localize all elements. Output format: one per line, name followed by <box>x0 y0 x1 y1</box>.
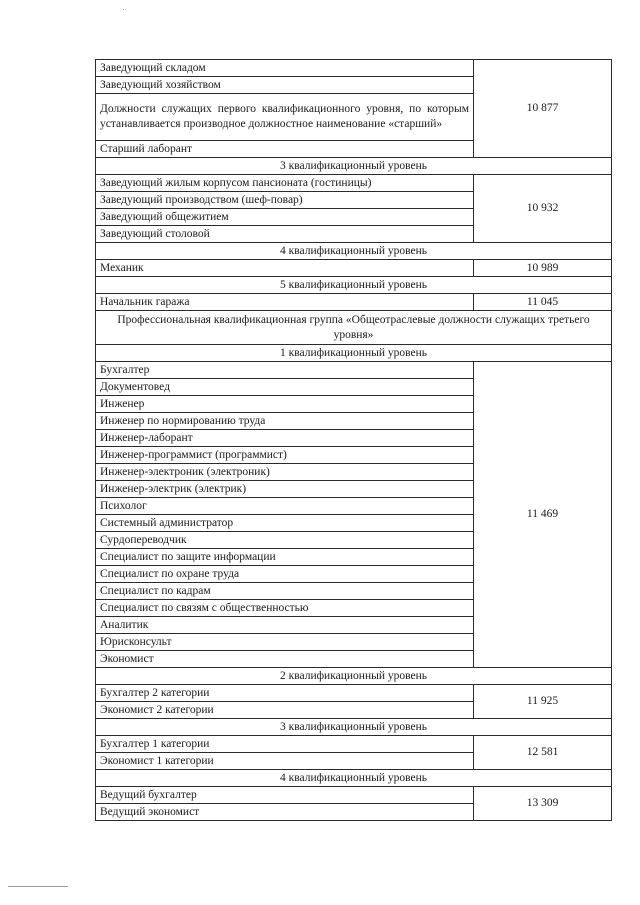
position-name-cell: Инженер-лаборант <box>96 430 474 447</box>
table-row <box>96 736 612 753</box>
position-name-cell: Ведущий экономист <box>96 804 474 821</box>
position-name-cell: Специалист по кадрам <box>96 583 474 600</box>
table-row <box>96 60 612 77</box>
level-header-row <box>96 770 612 787</box>
position-name-cell: Специалист по защите информации <box>96 549 474 566</box>
salary-table-body <box>96 60 612 821</box>
salary-value-cell: 11 925 <box>474 685 612 719</box>
position-name-cell: Механик <box>96 260 474 277</box>
position-name-cell: Инженер <box>96 396 474 413</box>
salary-value-cell: 11 045 <box>474 294 612 311</box>
position-name-cell: Экономист <box>96 651 474 668</box>
position-name-cell: Инженер-программист (программист) <box>96 447 474 464</box>
level-header: 3 квалификационный уровень <box>96 719 612 736</box>
position-name-cell: Экономист 2 категории <box>96 702 474 719</box>
level-header-row <box>96 277 612 294</box>
level-header-row <box>96 719 612 736</box>
salary-value-cell: 13 309 <box>474 787 612 821</box>
position-name-cell: Заведующий производством (шеф-повар) <box>96 192 474 209</box>
salary-value-cell: 10 932 <box>474 175 612 243</box>
position-name-cell: Бухгалтер <box>96 362 474 379</box>
level-header-row <box>96 158 612 175</box>
table-row <box>96 362 612 379</box>
salary-value-cell: 11 469 <box>474 362 612 668</box>
salary-value-cell: 10 877 <box>474 60 612 158</box>
position-name-cell: Начальник гаража <box>96 294 474 311</box>
position-name-cell: Инженер-электрик (электрик) <box>96 481 474 498</box>
position-name-cell: Бухгалтер 1 категории <box>96 736 474 753</box>
position-name-cell: Заведующий складом <box>96 60 474 77</box>
salary-table <box>95 59 612 821</box>
level-header: 4 квалификационный уровень <box>96 770 612 787</box>
level-header: 3 квалификационный уровень <box>96 158 612 175</box>
position-name-cell: Заведующий хозяйством <box>96 77 474 94</box>
level-header: 5 квалификационный уровень <box>96 277 612 294</box>
footnote-rule <box>8 886 68 887</box>
level-header-row <box>96 345 612 362</box>
position-name-cell: Психолог <box>96 498 474 515</box>
position-name-cell: Заведующий жилым корпусом пансионата (гостиницы) <box>96 175 474 192</box>
scan-artifact <box>123 9 124 10</box>
salary-value-cell: 12 581 <box>474 736 612 770</box>
salary-value-cell: 10 989 <box>474 260 612 277</box>
position-name-cell: Ведущий бухгалтер <box>96 787 474 804</box>
position-name-cell: Юрисконсульт <box>96 634 474 651</box>
position-name-cell: Документовед <box>96 379 474 396</box>
position-name-cell: Экономист 1 категории <box>96 753 474 770</box>
position-name-cell: Специалист по связям с общественностью <box>96 600 474 617</box>
position-name-cell: Должности служащих первого квалификационного уровня, по которым устанавливается производное должностное наименование «старший» <box>96 94 474 141</box>
group-header: Профессиональная квалификационная группа «Общеотраслевые должности служащих третьего уровня» <box>96 311 612 345</box>
position-name-cell: Инженер по нормированию труда <box>96 413 474 430</box>
position-name-cell: Старший лаборант <box>96 141 474 158</box>
table-row <box>96 175 612 192</box>
table-row <box>96 787 612 804</box>
level-header: 2 квалификационный уровень <box>96 668 612 685</box>
position-name-cell: Сурдопереводчик <box>96 532 474 549</box>
position-name-cell: Системный администратор <box>96 515 474 532</box>
table-row <box>96 294 612 311</box>
level-header: 1 квалификационный уровень <box>96 345 612 362</box>
level-header-row <box>96 668 612 685</box>
group-header-row <box>96 311 612 345</box>
position-name-cell: Аналитик <box>96 617 474 634</box>
table-row <box>96 685 612 702</box>
position-name-cell: Заведующий столовой <box>96 226 474 243</box>
position-name-cell: Заведующий общежитием <box>96 209 474 226</box>
position-name-cell: Бухгалтер 2 категории <box>96 685 474 702</box>
table-row <box>96 260 612 277</box>
level-header-row <box>96 243 612 260</box>
level-header: 4 квалификационный уровень <box>96 243 612 260</box>
position-name-cell: Инженер-электроник (электроник) <box>96 464 474 481</box>
position-name-cell: Специалист по охране труда <box>96 566 474 583</box>
